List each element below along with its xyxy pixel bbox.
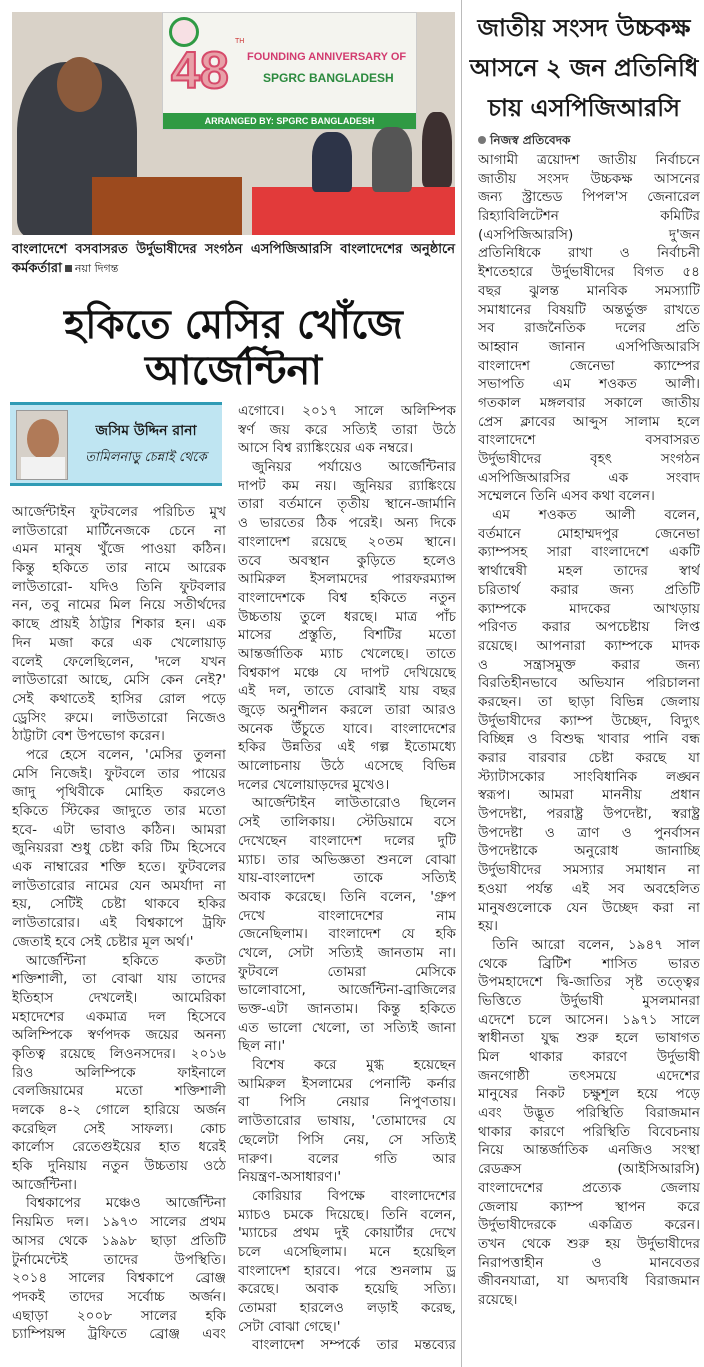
text-line: ও সন্ত্রাসমুক্ত করার জন্য [478,656,700,673]
text-line: মহাদেশের একমাত্র দল হিসেবে [12,1008,226,1025]
article-headline [12,302,455,394]
text-line: উপদেষ্টা ও ত্রাণ ও পুনর্বাসন [478,824,700,841]
text-line: হকির উন্নতির এই গল্প ইতোমধ্যে [238,739,456,756]
text-line: থাকার কারণে পরিস্থিতি বিবেচনায় [478,1123,700,1140]
text-line: জীবনযাত্রা, যা অদ্যবধি বিরাজমান [478,1273,700,1290]
paragraph [12,952,226,1195]
text-line: চলে এসেছিলাম। মনে হয়েছিল [238,1243,456,1260]
text-line: ফুটবলে তোমরা মেসিকে [238,963,456,980]
text-line: এই দল, তাতে বোঝাই যায় বছর [238,683,456,700]
text-line: হবে- এটা ভাবাও কঠিন। আমরা [12,821,226,838]
text-line: স্ট্যাটাসকোর সাংবিধানিক লঙ্ঘন [478,768,700,785]
paragraph [238,1187,456,1337]
photo-caption [12,240,455,278]
text-line: এসপিজিআরসির এক সংবাদ [478,469,700,486]
text-line: আমিরুল ইসলামদের পারফরম্যান্স [238,571,456,588]
text-line: এছাড়া ২০০৮ সালের হকি [12,1307,226,1324]
text-line: তারা বর্তমানে তৃতীয় স্থানে-জার্মানি [238,496,456,513]
text-line: চ্যাম্পিয়ন্স ট্রফিতে ব্রোঞ্জ এবং [12,1326,226,1343]
text-line: হকিতে স্টিকের জাদুতে তার মতো [12,803,226,819]
text-line: 'ম্যাচের প্রথম দুই কোয়ার্টার দেখে [238,1225,456,1242]
text-line: আসে বিশ্ব র‍্যাঙ্কিংয়ের এক নম্বরে। [238,440,414,457]
text-line: ক্যাম্পসহ সারা বাংলাদেশে একটি [478,544,700,561]
text-line: আলোচনায় উঠে এসেছে বিভিন্ন [238,758,456,775]
text-line: আমিরুল ইসলামের পেনাল্টি কর্নার [238,1075,456,1092]
text-line: বাংলাদেশ রয়েছে ২০তম স্থানে। [238,533,456,550]
text-line: আসর থেকে ১৯৯৮ ছাড়া প্রতিটি [12,1232,226,1249]
paragraph [12,746,226,952]
text-line: প্রেস ক্লাবের আব্দুস সালাম হলে [478,413,700,430]
text-line: তিনি আরো বলেন, ১৯৪৭ সাল [492,936,700,953]
author-avatar [16,410,68,480]
text-line: বিশ্বকাপ মঞ্চে যে দাপট দেখিয়েছে [238,664,456,681]
text-line: আহ্বান জানান এসপিজিআরসি [478,338,700,355]
text-line: ও ভারতের ঠিক পরেই। অন্য দিকে [238,515,456,532]
text-line: দারুণ। বলের গতি আর [238,1150,456,1167]
text-line: তখন থেকে শুরু হয় উর্দুভাষীদের [478,1235,700,1252]
text-line: বাংলাদেশ সম্পর্কে তার মন্তব্যের [252,1337,456,1354]
text-line: আর্জেন্টাইন লাউতারোও ছিলেন [252,795,456,812]
text-line: বাংলাদেশ হারবে। পরে শুনলাম ড্র [238,1262,456,1279]
text-line: নিয়মিত দল। ১৯৭৩ সালের প্রথম [12,1214,226,1231]
text-line: হয়। [478,918,499,935]
text-line: করার বারবার চেষ্টা করছে যা [478,750,700,766]
text-line: উর্দুভাষীদের সমস্যার সমাধান না [478,862,700,879]
text-line: ঠাট্টাটা বেশ উপভোগ করেন। [12,728,165,745]
text-line: করেছিল সেই সাফল্য। কোচ [12,1120,226,1137]
text-line: এদেশে চলে আসেন। ১৯৭১ সালে [478,1011,700,1028]
text-line: জুনিয়ররা শুধু চেষ্টা করি টিম হিসেবে [12,840,226,857]
text-line: জেতাই হবে সেই চেষ্টার মূল অর্থ।' [12,933,194,950]
text-line: আর্জেন্টিনা হকিতে কতটা [26,952,226,969]
stage-table [252,187,455,235]
text-line: প্রতিনিধিকে রাখা ও নির্বাচনী [478,245,700,262]
headline-line: জাতীয় সংসদ উচ্চকক্ষ [477,14,691,42]
text-line: মিল থাকার কারণে উর্দুভাষী [478,1049,700,1065]
text-line: বাংলাদেশ জেনেভা ক্যাম্পের [478,357,700,374]
text-line: মানুষের নিকট চক্ষুশূল হয়ে পড়ে [478,1086,700,1103]
text-line: কাছে প্রায়ই ঠাট্টার শিকার হন। এক [12,616,226,633]
text-line: সেই কথাতেই হাসির রোল পড়ে [12,690,226,707]
text-line: রয়েছে। আপনারা ক্যাম্পকে মাদক [478,637,700,654]
text-line: রেডক্রস (আইসিআরসি) [478,1161,700,1178]
text-line: বেলজিয়ামের মতো শক্তিশালী [12,1083,226,1100]
text-line: নিয়ে আন্তর্জাতিক এনজিও সংস্থা [478,1142,700,1159]
text-line: পদকই তাদের সর্বোচ্চ অর্জন। [12,1288,226,1305]
text-line: ম্যাচ। তার অভিজ্ঞতা শুনলে বোঝা [238,851,456,868]
text-line: এগোবে। ২০১৭ সালে অলিম্পিক [238,403,456,419]
event-photo [12,12,455,235]
caption-text: বাংলাদেশে বসবাসরত উর্দুভাষীদের সংগঠন এসপিজিআরসি বাংলাদেশের অনুষ্ঠানে কর্মকর্তারা [12,242,455,276]
paragraph [238,402,456,458]
byline-text: নিজস্ব প্রতিবেদক [490,133,571,147]
author-name: জসিম উদ্দিন রানা [95,423,197,439]
text-line: ভালোবাসো, আর্জেন্টিনা-ব্রাজিলের [238,982,456,999]
headline-line: আর্জেন্টিনা [145,347,322,394]
text-line: ড্রেসিং রুমে। লাউতারো নিজেও [12,709,226,726]
text-line: আন্তর্জাতিক ম্যাচ খেলেছে। তাতে [238,645,456,662]
text-line: জেলায় ক্যাম্প স্থাপন করে [478,1198,700,1215]
text-line: অলিম্পিকে স্বর্ণপদক জয়ের অনন্য [12,1027,226,1044]
text-line: দেখেছেন বাংলাদেশ দলের দুটি [238,832,456,849]
text-line: আর্জেন্টাইন ফুটবলের পরিচিত মুখ [12,504,226,520]
text-line: জুনিয়র পর্যায়েও আর্জেন্টিনার [252,459,456,476]
text-line: তবে অবস্থান কুড়িতে হলেও [238,552,456,569]
text-line: করেছে। অবাক হয়েছি সত্যি। [238,1281,456,1298]
side-article-column [478,151,700,1310]
text-line: এত ভালো খেলো, তা সত্যিই জানা [238,1019,456,1036]
text-line: লাউতারো আছে, মেসি কেন নেই?' [12,672,226,689]
text-line: এবং উদ্ভূত পরিস্থিতি বিরাজমান [478,1105,700,1122]
text-line: যায়-বাংলাদেশ তাকে সত্যিই [238,870,456,887]
text-line: লাউতারোর। এই বিশ্বকাপে ট্রফি [12,915,226,932]
text-line: জন্য স্ট্রান্ডেড পিপল'স জেনারেল [478,189,700,206]
text-line: জুড়ে অনুশীলন করলে তারা আরও [238,702,456,718]
text-line: কিন্তু হকিতে তার নামে আরেক [12,560,226,577]
text-line: বিরতিহীনভাবে অভিযান পরিচালনা [478,675,700,692]
byline [478,132,570,148]
paragraph [12,503,226,746]
text-line: দলকে ৪-২ গোলে হারিয়ে অর্জন [12,1102,226,1118]
text-line: উর্দুভাষীদের বৃহৎ সংগঠন [478,451,700,467]
text-line: বাংলাদেশের প্রত্যেক জেলায় [478,1179,700,1196]
text-line: সভাপতি এম শওকত আলী। [478,376,700,393]
text-line: স্বার্থান্বেষী মহল তাদের স্বার্থ [478,563,700,580]
text-line: সেই তালিকায়। স্টেডিয়ামে বসে [238,814,456,831]
paragraph [238,458,456,794]
text-line: উপদেষ্টা, পররাষ্ট্র উপদেষ্টা, স্বরাষ্ট্র [478,806,700,823]
text-line: এক নাম্বারের শক্তি হতে। ফুটবলের [12,859,226,876]
text-line: ২০১৪ সালের বিশ্বকাপে ব্রোঞ্জ [12,1270,226,1287]
guest-figure [312,132,352,192]
text-line: জাতীয় সংসদ উচ্চকক্ষ আসনের [478,170,700,187]
paragraph [238,1056,456,1187]
text-line: দাপট কম নয়। জুনিয়র র‍্যাঙ্কিংয়ে [238,477,456,494]
text-line: উপমহাদেশে দ্বি-জাতির সৃষ্ট তত্ত্বের [478,974,700,991]
paragraph [478,506,700,936]
text-line: লাউতারোর নামের যেন অমর্যাদা না [12,877,226,894]
text-line: বাংলাদেশকে বিশ্ব হকিতে নতুন [238,589,456,606]
text-line: অনেক উঁচুতে যাবে। বাংলাদেশের [238,720,456,737]
text-line: হওয়া পর্যন্ত এই সব অবহেলিত [478,880,700,897]
text-line: সমাধানের বিষয়টি অন্তর্ভুক্ত রাখতে [478,301,700,318]
headline-line: হকিতে মেসির খোঁজে [64,301,403,348]
text-line: উর্দুভাষীদেরকে একত্রিত করেন। [478,1217,700,1234]
text-line: জেনেছিলাম। বাংলাদেশ যে হকি [238,926,456,943]
text-line: হয়, সেটিই চেষ্টা থাকবে হকির [12,896,226,913]
text-line: উচ্চতায় তুলে ধরছে। মাত্র পাঁচ [238,608,456,625]
text-line: থেকে ব্রিটিশ শাসিত ভারত [478,955,700,972]
bullet-icon [478,136,486,144]
text-line: রিও অলিম্পিকে ফাইনালে [12,1064,226,1081]
text-line: টুর্নামেন্টেই তাদের উপস্থিতি। [12,1251,226,1268]
banner-arranged: ARRANGED BY: SPGRC BANGLADESH [163,113,416,129]
text-line: কোরিয়ার বিপক্ষে বাংলাদেশের [252,1187,456,1204]
column-divider [461,0,462,1367]
text-line: আগামী ত্রয়োদশ জাতীয় নির্বাচনে [478,152,700,168]
text-line: ম্যাচও চমকে দিয়েছে। তিনি বলেন, [238,1206,456,1223]
text-line: (এসপিজিআরসি) দু'জন [478,226,700,243]
text-line: বর্তমানে মোহাম্মদপুর জেনেভা [478,525,700,542]
text-line: এমন মানুষ খুঁজে পাওয়া কঠিন। [12,541,226,558]
side-article-headline [468,8,700,128]
text-line: নিরাপত্তাহীন ও মানবেতর [478,1254,700,1271]
text-line: ছিল না।' [238,1038,286,1055]
square-bullet-icon [65,265,72,272]
speaker-head [57,57,102,112]
text-line: নিয়ন্ত্রণ-অসাধারণ।' [238,1169,342,1186]
paragraph [478,936,700,1310]
text-line: উপদেষ্টাকে অনুরোধ জানাচ্ছি [478,843,700,860]
paragraph [12,1194,226,1344]
headline-line: আসনে ২ জন প্রতিনিধি [469,54,699,82]
author-box [10,402,222,486]
podium [92,177,242,235]
text-line: কার্লোস রেতেগুইয়ের হাত ধরেই [12,1139,226,1156]
text-line: উর্দুভাষীদের ক্যাম্প উচ্ছেদ, বিদ্যুৎ [478,712,700,729]
paragraph [478,151,700,506]
text-line: দলের খেলোয়াড়দের মুখেও। [238,776,390,793]
text-line: মানুষগুলোকে যেন উচ্ছেদ করা না [478,899,700,916]
guest-figure [372,127,412,192]
banner-number: 48 [171,42,229,100]
text-line: স্বরূপ। আমরা মাননীয় প্রধান [478,787,700,804]
text-line: এম শওকত আলী বলেন, [492,507,700,524]
article-column-2 [238,402,456,1355]
text-line: বলেই ফেলেছিলেন, 'দলে যখন [12,653,226,670]
text-line: রয়েছে। [478,1291,518,1308]
text-line: আর্জেন্টিনা। [12,1176,77,1193]
text-line: বা পিসি নেয়ার নিপুণতায়। [238,1094,456,1111]
text-line: সেটা বোঝা গেছে।' [238,1318,341,1335]
text-line: পরে হেসে বলেন, 'মেসির তুলনা [26,746,226,763]
text-line: মাসের প্রস্তুতি, বিশটির মতো [238,627,456,644]
text-line: বিশ্বকাপের মঞ্চেও আর্জেন্টিনা [26,1195,226,1212]
text-line: হকি দুনিয়ায় নতুন উচ্চতায় ওঠে [12,1158,226,1175]
text-line: সম্মেলনে তিনি এসব কথা বলেন। [478,488,655,505]
text-line: অবাক করেছে। তিনি বলেন, 'গ্রুপ [238,888,456,905]
anniversary-banner [162,12,417,130]
banner-org: SPGRC BANGLADESH [263,71,394,85]
text-line: শক্তিশালী, তা বোঝা যায় তাদের [12,971,226,988]
text-line: স্বাধীনতা যুদ্ধ শুরু হলে ভাষাগত [478,1030,700,1047]
photo-credit: নয়া দিগন্ত [74,262,119,275]
banner-superscript: TH [235,38,245,45]
text-line: ইতিহাস দেখলেই। আমেরিকা [12,989,226,1006]
text-line: ক্যাম্পকে মাদকের আখড়ায় [478,600,700,617]
paragraph [238,794,456,1056]
text-line: তোমরা হারলেও লড়াই করেছ, [238,1300,456,1316]
text-line: চরিতার্থ করার জন্য প্রতিটি [478,581,700,598]
text-line: ভিত্তিতে উর্দুভাষী মুসলমানরা [478,992,700,1009]
text-line: কৃতিত্ব রয়েছে লিওনসদের। ২০১৬ [12,1045,226,1062]
text-line: মেসি নিজেই। ফুটবলে তার পায়ের [12,765,226,782]
text-line: ভক্ত-এটা জানতাম। কিন্তু হকিতে [238,1001,456,1017]
text-line: দিন মজা করে এক খেলোয়াড় [12,634,226,651]
text-line: ইশতেহারে উর্দুভাষীদের বিগত ৫৪ [478,264,700,281]
banner-title: FOUNDING ANNIVERSARY OF [247,51,407,63]
text-line: দেখে বাংলাদেশের নাম [238,907,456,924]
author-location: তামিলনাড়ু চেন্নাই থেকে [85,450,207,465]
text-line: বছর ঝুলন্ত মানবিক সমস্যাটি [478,282,700,299]
text-line: সব রাজনৈতিক দলের প্রতি [478,320,700,337]
text-line: ছেলেটা পিসি নেয়, সে সত্যিই [238,1131,456,1148]
text-line: স্বর্ণ জয় করে সত্যিই তারা উঠে [238,421,456,438]
text-line: বিচ্ছিন্ন ও বিশুদ্ধ খাবার পানি বন্ধ [478,731,700,748]
text-line: বিশেষ করে মুগ্ধ হয়েছেন [252,1057,456,1074]
text-line: রিহ্যাবিলিটেশন কমিটির [478,208,700,225]
text-line: নন, তবু নামের মিল নিয়ে সতীর্থদের [12,597,226,614]
text-line: গতকাল মঙ্গলবার সকালে জাতীয় [478,394,700,411]
text-line: লাউতারো- যদিও তিনি ফুটবলার [12,578,226,595]
headline-line: চায় এসপিজিআরসি [488,94,680,122]
text-line: জনগোষ্ঠী তৎসময়ে এদেশের [478,1067,700,1084]
text-line: লাউতারোর ভাষায়, 'তোমাদের যে [238,1113,456,1130]
text-line: জাদু পৃথিবীকে মোহিত করলেও [12,784,226,801]
text-line: করছেন। তা ছাড়া বিভিন্ন জেলায় [478,693,700,710]
text-line: লাউতারো মার্টিনেজকে চেনে না [12,522,226,539]
text-line: খেলে, সেটা সত্যিই জানতাম না। [238,944,456,961]
guest-figure [422,112,452,187]
paragraph [238,1336,456,1355]
text-line: পরিণত করার অপচেষ্টায় লিপ্ত [478,619,700,636]
article-column-1 [12,503,226,1344]
text-line: বাংলাদেশে বসবাসরত [478,432,700,449]
